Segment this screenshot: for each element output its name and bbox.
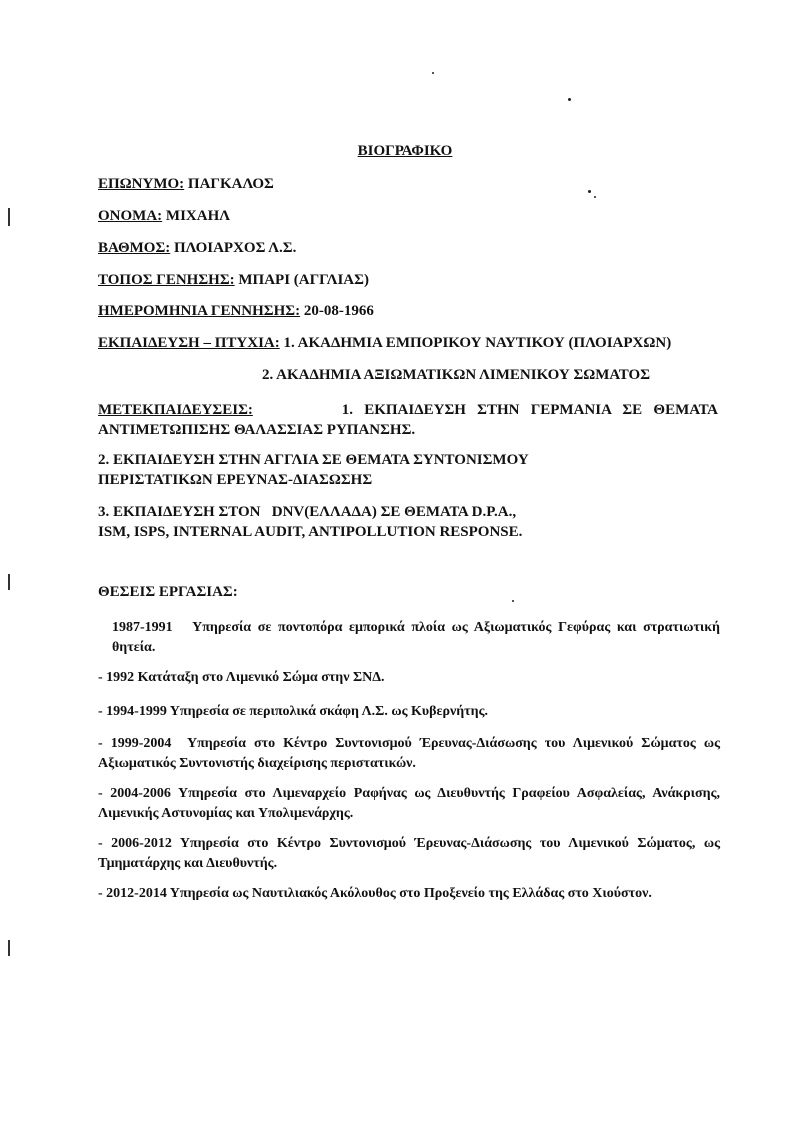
birthdate-value: 20-08-1966 [303, 303, 374, 319]
postgrad-item-3-line-1: 3. ΕΚΠΑΙΔΕΥΣΗ ΣΤΟΝ DNV(ΕΛΛΑΔΑ) ΣΕ ΘΕΜΑΤΑ D.P.A., [98, 504, 517, 520]
surname-label: ΕΠΩΝΥΜΟ: [98, 176, 185, 192]
postgrad-item-3-line-2: ISM, ISPS, INTERNAL AUDIT, ANTIPOLLUTION RESPONSE. [98, 524, 523, 540]
margin-mark [8, 574, 10, 590]
document-title: ΒΙΟΓΡΑΦΙΚΟ [357, 143, 453, 159]
name-row [98, 208, 230, 225]
job-item: - 1999-2004 Υπηρεσία στο Κέντρο Συντονισμού Έρευνας-Διάσωσης του Λιμενικού Σώματος ως Αξιωματικός Συντονιστής διαχείρισης περιστατικών. [98, 736, 723, 771]
postgrad-item-1-line-2: ΑΝΤΙΜΕΤΩΠΙΣΗΣ ΘΑΛΑΣΣΙΑΣ ΡΥΠΑΝΣΗΣ. [98, 422, 416, 438]
education-item-1: 1. ΑΚΑΔΗΜΙΑ ΕΜΠΟΡΙΚΟΥ ΝΑΥΤΙΚΟΥ (ΠΛΟΙΑΡΧΩΝ) [283, 335, 672, 351]
scan-speck [588, 190, 591, 193]
surname-value: ΠΑΓΚΑΛΟΣ [187, 176, 274, 192]
rank-label: ΒΑΘΜΟΣ: [98, 240, 171, 256]
education-label: ΕΚΠΑΙΔΕΥΣΗ – ΠΤΥΧΙΑ: [98, 335, 280, 351]
birthplace-row [98, 272, 369, 289]
postgrad-label: ΜΕΤΕΚΠΑΙΔΕΥΣΕΙΣ: [98, 402, 253, 418]
birthplace-label: ΤΟΠΟΣ ΓΕΝΗΣΗΣ: [98, 272, 235, 288]
education-row [98, 335, 671, 352]
job-item: - 2012-2014 Υπηρεσία ως Ναυτιλιακός Ακόλουθος στο Προξενείο της Ελλάδας στο Χιούστον. [98, 886, 652, 901]
rank-row [98, 240, 296, 257]
postgrad-item-2 [98, 450, 718, 490]
birthplace-value: ΜΠΑΡΙ (ΑΓΓΛΙΑΣ) [238, 272, 369, 288]
margin-mark [8, 208, 10, 226]
job-item: - 1994-1999 Υπηρεσία σε περιπολικά σκάφη Λ.Σ. ως Κυβερνήτης. [98, 704, 488, 719]
job-item: 1987-1991 Υπηρεσία σε ποντοπόρα εμπορικά πλοία ως Αξιωματικός Γεφύρας και στρατιωτική θητεία. [112, 620, 724, 655]
postgrad-item-2-line-2: ΠΕΡΙΣΤΑΤΙΚΩΝ ΕΡΕΥΝΑΣ-ΔΙΑΣΩΣΗΣ [98, 472, 373, 488]
job-item: - 2004-2006 Υπηρεσία στο Λιμεναρχείο Ραφήνας ως Διευθυντής Γραφείου Ασφαλείας, Ανάκρισης, Λιμενικής Αστυνομίας και Υπολιμενάρχης. [98, 786, 720, 821]
name-label: ΟΝΟΜΑ: [98, 208, 163, 224]
surname-row [98, 176, 274, 193]
job-item: - 1992 Κατάταξη στο Λιμενικό Σώμα στην ΣΝΔ. [98, 670, 385, 685]
postgrad-item-3 [98, 502, 718, 542]
scan-speck [594, 196, 596, 198]
name-value: ΜΙΧΑΗΛ [165, 208, 230, 224]
jobs-heading: ΘΕΣΕΙΣ ΕΡΓΑΣΙΑΣ: [98, 584, 238, 600]
birthdate-label: ΗΜΕΡΟΜΗΝΙΑ ΓΕΝΝΗΣΗΣ: [98, 303, 301, 319]
scan-speck [432, 72, 434, 74]
scan-speck [568, 98, 571, 101]
education-item-2: 2. ΑΚΑΔΗΜΙΑ ΑΞΙΩΜΑΤΙΚΩΝ ΛΙΜΕΝΙΚΟΥ ΣΩΜΑΤΟΣ [262, 367, 651, 383]
birthdate-row [98, 303, 374, 320]
postgrad-item-1-line-1: 1. ΕΚΠΑΙΔΕΥΣΗ ΣΤΗΝ ΓΕΡΜΑΝΙΑ ΣΕ ΘΕΜΑΤΑ [341, 402, 718, 418]
rank-value: ΠΛΟΙΑΡΧΟΣ Λ.Σ. [174, 240, 297, 256]
scan-speck [512, 600, 514, 602]
margin-mark [8, 940, 10, 956]
postgrad-item-1 [98, 400, 718, 440]
postgrad-item-2-line-1: 2. ΕΚΠΑΙΔΕΥΣΗ ΣΤΗΝ ΑΓΓΛΙΑ ΣΕ ΘΕΜΑΤΑ ΣΥΝΤΟΝΙΣΜΟΥ [98, 452, 529, 468]
job-item: - 2006-2012 Υπηρεσία στο Κέντρο Συντονισμού Έρευνας-Διάσωσης του Λιμενικού Σώματος, ως Τμηματάρχης και Διευθυντής. [98, 836, 720, 871]
